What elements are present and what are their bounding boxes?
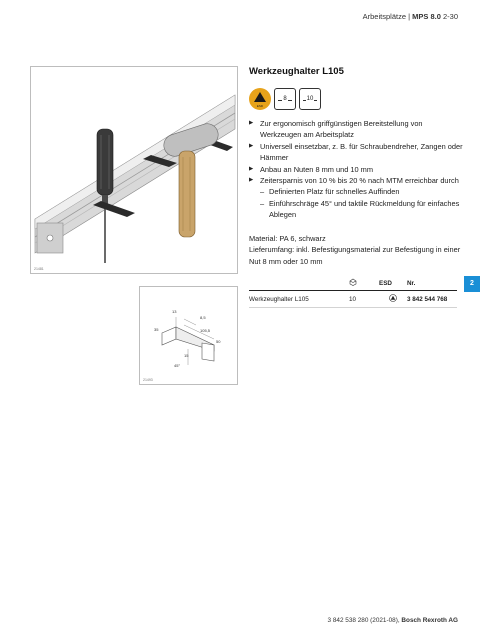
table-row	[249, 291, 457, 308]
document-number: 3 842 538 280 (2021-08),	[327, 617, 400, 624]
table-header-row	[249, 276, 457, 291]
cell-qty: 10	[349, 291, 379, 308]
dim-50: 50	[216, 339, 221, 344]
dim-105-5: 105,5	[200, 328, 211, 333]
page-footer	[328, 617, 459, 624]
feature-item: ▶ Anbau an Nuten 8 mm und 10 mm	[249, 164, 464, 175]
material-text: Material: PA 6, schwarz	[249, 234, 326, 243]
table-header-nr: Nr.	[407, 276, 457, 291]
table-header-name	[249, 276, 349, 291]
drawing-svg	[140, 287, 237, 384]
dim-35: 35	[154, 327, 159, 332]
esd-symbol-icon	[379, 291, 407, 308]
product-description	[249, 233, 464, 267]
dim-45deg: 45°	[174, 363, 181, 368]
feature-list	[249, 118, 464, 221]
property-icons	[249, 88, 321, 110]
feature-item: ▶ Zur ergonomisch griffgünstigen Bereitstellung von Werkzeugen am Arbeitsplatz	[249, 118, 464, 141]
feature-subitem: – Definierten Platz für schnelles Auffinden	[260, 186, 464, 197]
company-name: Bosch Rexroth AG	[401, 617, 458, 624]
product-illustration	[30, 66, 238, 274]
section-name: Arbeitsplätze	[362, 12, 406, 21]
dim-15: 15	[184, 353, 189, 358]
tool-holder-illustration	[31, 67, 237, 273]
figure-code: 21481	[34, 267, 44, 271]
dimension-drawing	[139, 286, 238, 385]
page-number: 2-30	[442, 12, 458, 21]
dim-8-5: 8,5	[200, 315, 206, 320]
dim-13: 13	[172, 309, 177, 314]
feature-item: ▶ Zeitersparnis von 10 % bis 20 % nach MTM erreichbar durch – Definierten Platz für schnelles Auffinden – Einführschräge 45° und taktile Rückmeldung für einfaches Ablegen	[249, 175, 464, 221]
feature-item: ▶ Universell einsetzbar, z. B. für Schraubendreher, Zangen oder Hämmer	[249, 141, 464, 164]
slot-10-icon: 10	[299, 88, 321, 110]
esd-icon: ESD	[249, 88, 271, 110]
product-line: MPS 8.0	[412, 12, 441, 21]
drawing-code: 21493	[143, 378, 153, 382]
product-table	[249, 276, 457, 308]
cell-name: Werkzeughalter L105	[249, 291, 349, 308]
delivery-text: Lieferumfang: inkl. Befestigungsmaterial zur Befestigung in einer Nut 8 mm oder 10 mm	[249, 245, 461, 266]
cell-part-number: 3 842 544 768	[407, 291, 457, 308]
page-header: Arbeitsplätze | MPS 8.0 2-30	[362, 12, 458, 21]
feature-sublist	[260, 186, 464, 220]
package-icon	[349, 276, 379, 291]
slot-8-icon: 8	[274, 88, 296, 110]
chapter-tab: 2	[464, 276, 480, 292]
table-header-esd: ESD	[379, 276, 407, 291]
feature-subitem: – Einführschräge 45° und taktile Rückmeldung für einfaches Ablegen	[260, 198, 464, 221]
product-title: Werkzeughalter L105	[249, 66, 344, 77]
